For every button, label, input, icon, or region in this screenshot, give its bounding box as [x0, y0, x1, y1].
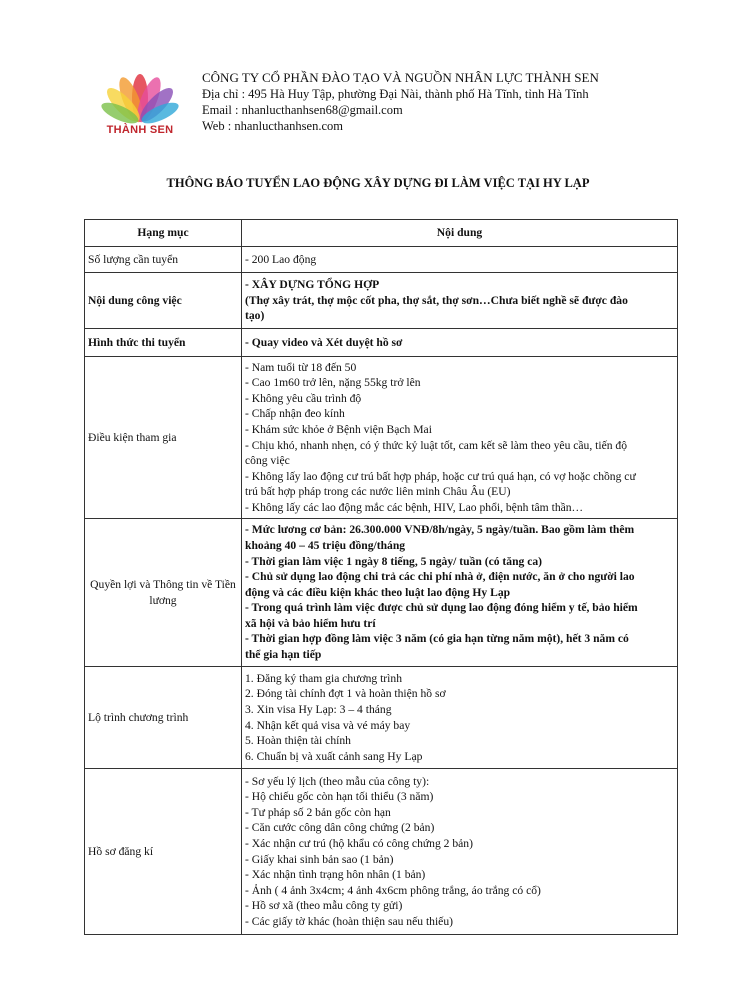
company-info: [202, 70, 599, 134]
table-row: [85, 667, 678, 769]
content-line: - Mức lương cơ bản: 26.300.000 VNĐ/8h/ngày, 5 ngày/tuần. Bao gồm làm thêm: [245, 523, 635, 537]
content-line: 5. Hoàn thiện tài chính: [245, 734, 351, 748]
company-address: Địa chỉ : 495 Hà Huy Tập, phường Đại Nài, thành phố Hà Tĩnh, tỉnh Hà Tĩnh: [202, 87, 589, 101]
row-content: [242, 273, 678, 329]
row-content: [242, 667, 678, 769]
content-line: thể gia hạn tiếp: [245, 648, 322, 662]
content-line: - Hồ sơ xã (theo mẫu công ty gửi): [245, 899, 403, 913]
content-line: - Khám sức khỏe ở Bệnh viện Bạch Mai: [245, 422, 432, 436]
content-line: - Giấy khai sinh bản sao (1 bản): [245, 852, 394, 866]
content-line: - Hộ chiếu gốc còn hạn tối thiểu (3 năm): [245, 790, 434, 804]
content-line: - Thời gian hợp đồng làm việc 3 năm (có gia hạn từng năm một), hết 3 năm có: [245, 632, 629, 646]
content-line: - XÂY DỰNG TỔNG HỢP: [245, 278, 380, 292]
content-line: 6. Chuẩn bị và xuất cảnh sang Hy Lạp: [245, 749, 423, 763]
lotus-icon: [88, 64, 192, 126]
header-content: Nội dung: [242, 220, 678, 247]
content-line: 3. Xin visa Hy Lạp: 3 – 4 tháng: [245, 702, 392, 716]
row-label: Lộ trình chương trình: [85, 667, 242, 769]
content-line: - Tư pháp số 2 bản gốc còn hạn: [245, 805, 391, 819]
row-label: Quyền lợi và Thông tin về Tiền lương: [85, 519, 242, 667]
content-line: 4. Nhận kết quả visa và vé máy bay: [245, 718, 411, 732]
content-line: - 200 Lao động: [245, 252, 317, 266]
notice-title: THÔNG BÁO TUYỂN LAO ĐỘNG XÂY DỰNG ĐI LÀM VIỆC TẠI HY LẠP: [166, 176, 590, 190]
row-content: [242, 357, 678, 519]
company-web: Web : nhanlucthanhsen.com: [202, 119, 343, 133]
content-line: - Cao 1m60 trở lên, nặng 55kg trở lên: [245, 376, 421, 390]
content-line: - Thời gian làm việc 1 ngày 8 tiếng, 5 ngày/ tuần (có tăng ca): [245, 554, 543, 568]
row-label: Số lượng cần tuyển: [85, 247, 242, 273]
table-row: [85, 273, 678, 329]
table-row: [85, 519, 678, 667]
content-line: tạo): [245, 309, 265, 323]
content-line: - Sơ yếu lý lịch (theo mẫu của công ty):: [245, 774, 430, 788]
content-line: - Chấp nhận đeo kính: [245, 407, 345, 421]
content-line: 2. Đóng tài chính đợt 1 và hoàn thiện hồ sơ: [245, 687, 446, 701]
company-name: CÔNG TY CỔ PHẦN ĐÀO TẠO VÀ NGUỒN NHÂN LỰC THÀNH SEN: [202, 70, 599, 85]
table-row: [85, 247, 678, 273]
table-row: [85, 329, 678, 357]
logo-text: THÀNH SEN: [106, 124, 174, 136]
table-header-row: [85, 220, 678, 247]
content-line: - Chịu khó, nhanh nhẹn, có ý thức kỷ luật tốt, cam kết sẽ làm theo yêu cầu, tiến độ: [245, 438, 628, 452]
header-category: Hạng mục: [85, 220, 242, 247]
table-row: [85, 769, 678, 935]
content-line: - Không yêu cầu trình độ: [245, 391, 362, 405]
company-email: Email : nhanlucthanhsen68@gmail.com: [202, 103, 403, 117]
row-content: [242, 329, 678, 357]
content-line: - Ảnh ( 4 ảnh 3x4cm; 4 ảnh 4x6cm phông trắng, áo trắng có cổ): [245, 883, 541, 897]
content-line: (Thợ xây trát, thợ mộc cốt pha, thợ sắt, thợ sơn…Chưa biết nghề sẽ được đào: [245, 293, 628, 307]
row-content: [242, 769, 678, 935]
recruitment-table: [84, 219, 678, 935]
content-line: - Chủ sử dụng lao động chi trả các chi phí nhà ở, điện nước, ăn ở cho người lao: [245, 570, 635, 584]
row-content: [242, 519, 678, 667]
letterhead: [88, 64, 708, 150]
content-line: - Các giấy tờ khác (hoàn thiện sau nếu thiếu): [245, 914, 453, 928]
row-label: Điều kiện tham gia: [85, 357, 242, 519]
content-line: công việc: [245, 454, 290, 468]
content-line: khoảng 40 – 45 triệu đồng/tháng: [245, 538, 406, 552]
content-line: - Nam tuổi từ 18 đến 50: [245, 360, 357, 374]
content-line: 1. Đăng ký tham gia chương trình: [245, 671, 402, 685]
content-line: - Không lấy lao động cư trú bất hợp pháp, hoặc cư trú quá hạn, có vợ hoặc chồng cư: [245, 469, 636, 483]
content-line: - Trong quá trình làm việc được chủ sử dụng lao động đóng hiểm y tế, bảo hiểm: [245, 601, 638, 615]
content-line: - Xác nhận cư trú (hộ khẩu có công chứng 2 bản): [245, 836, 473, 850]
row-label: Nội dung công việc: [85, 273, 242, 329]
row-content: [242, 247, 678, 273]
lotus-logo: [88, 64, 192, 150]
content-line: xã hội và bảo hiểm hưu trí: [245, 616, 376, 630]
table-row: [85, 357, 678, 519]
row-label: Hồ sơ đăng kí: [85, 769, 242, 935]
content-line: - Không lấy các lao động mắc các bệnh, HIV, Lao phổi, bệnh tâm thần…: [245, 500, 584, 514]
content-line: - Xác nhận tình trạng hôn nhân (1 bản): [245, 868, 426, 882]
content-line: trú bất hợp pháp trong các nước liên minh Châu Âu (EU): [245, 485, 511, 499]
content-line: - Căn cước công dân công chứng (2 bản): [245, 821, 435, 835]
row-label: Hình thức thi tuyển: [85, 329, 242, 357]
content-line: - Quay video và Xét duyệt hồ sơ: [245, 335, 403, 349]
content-line: động và các điều kiện khác theo luật lao động Hy Lạp: [245, 585, 511, 599]
